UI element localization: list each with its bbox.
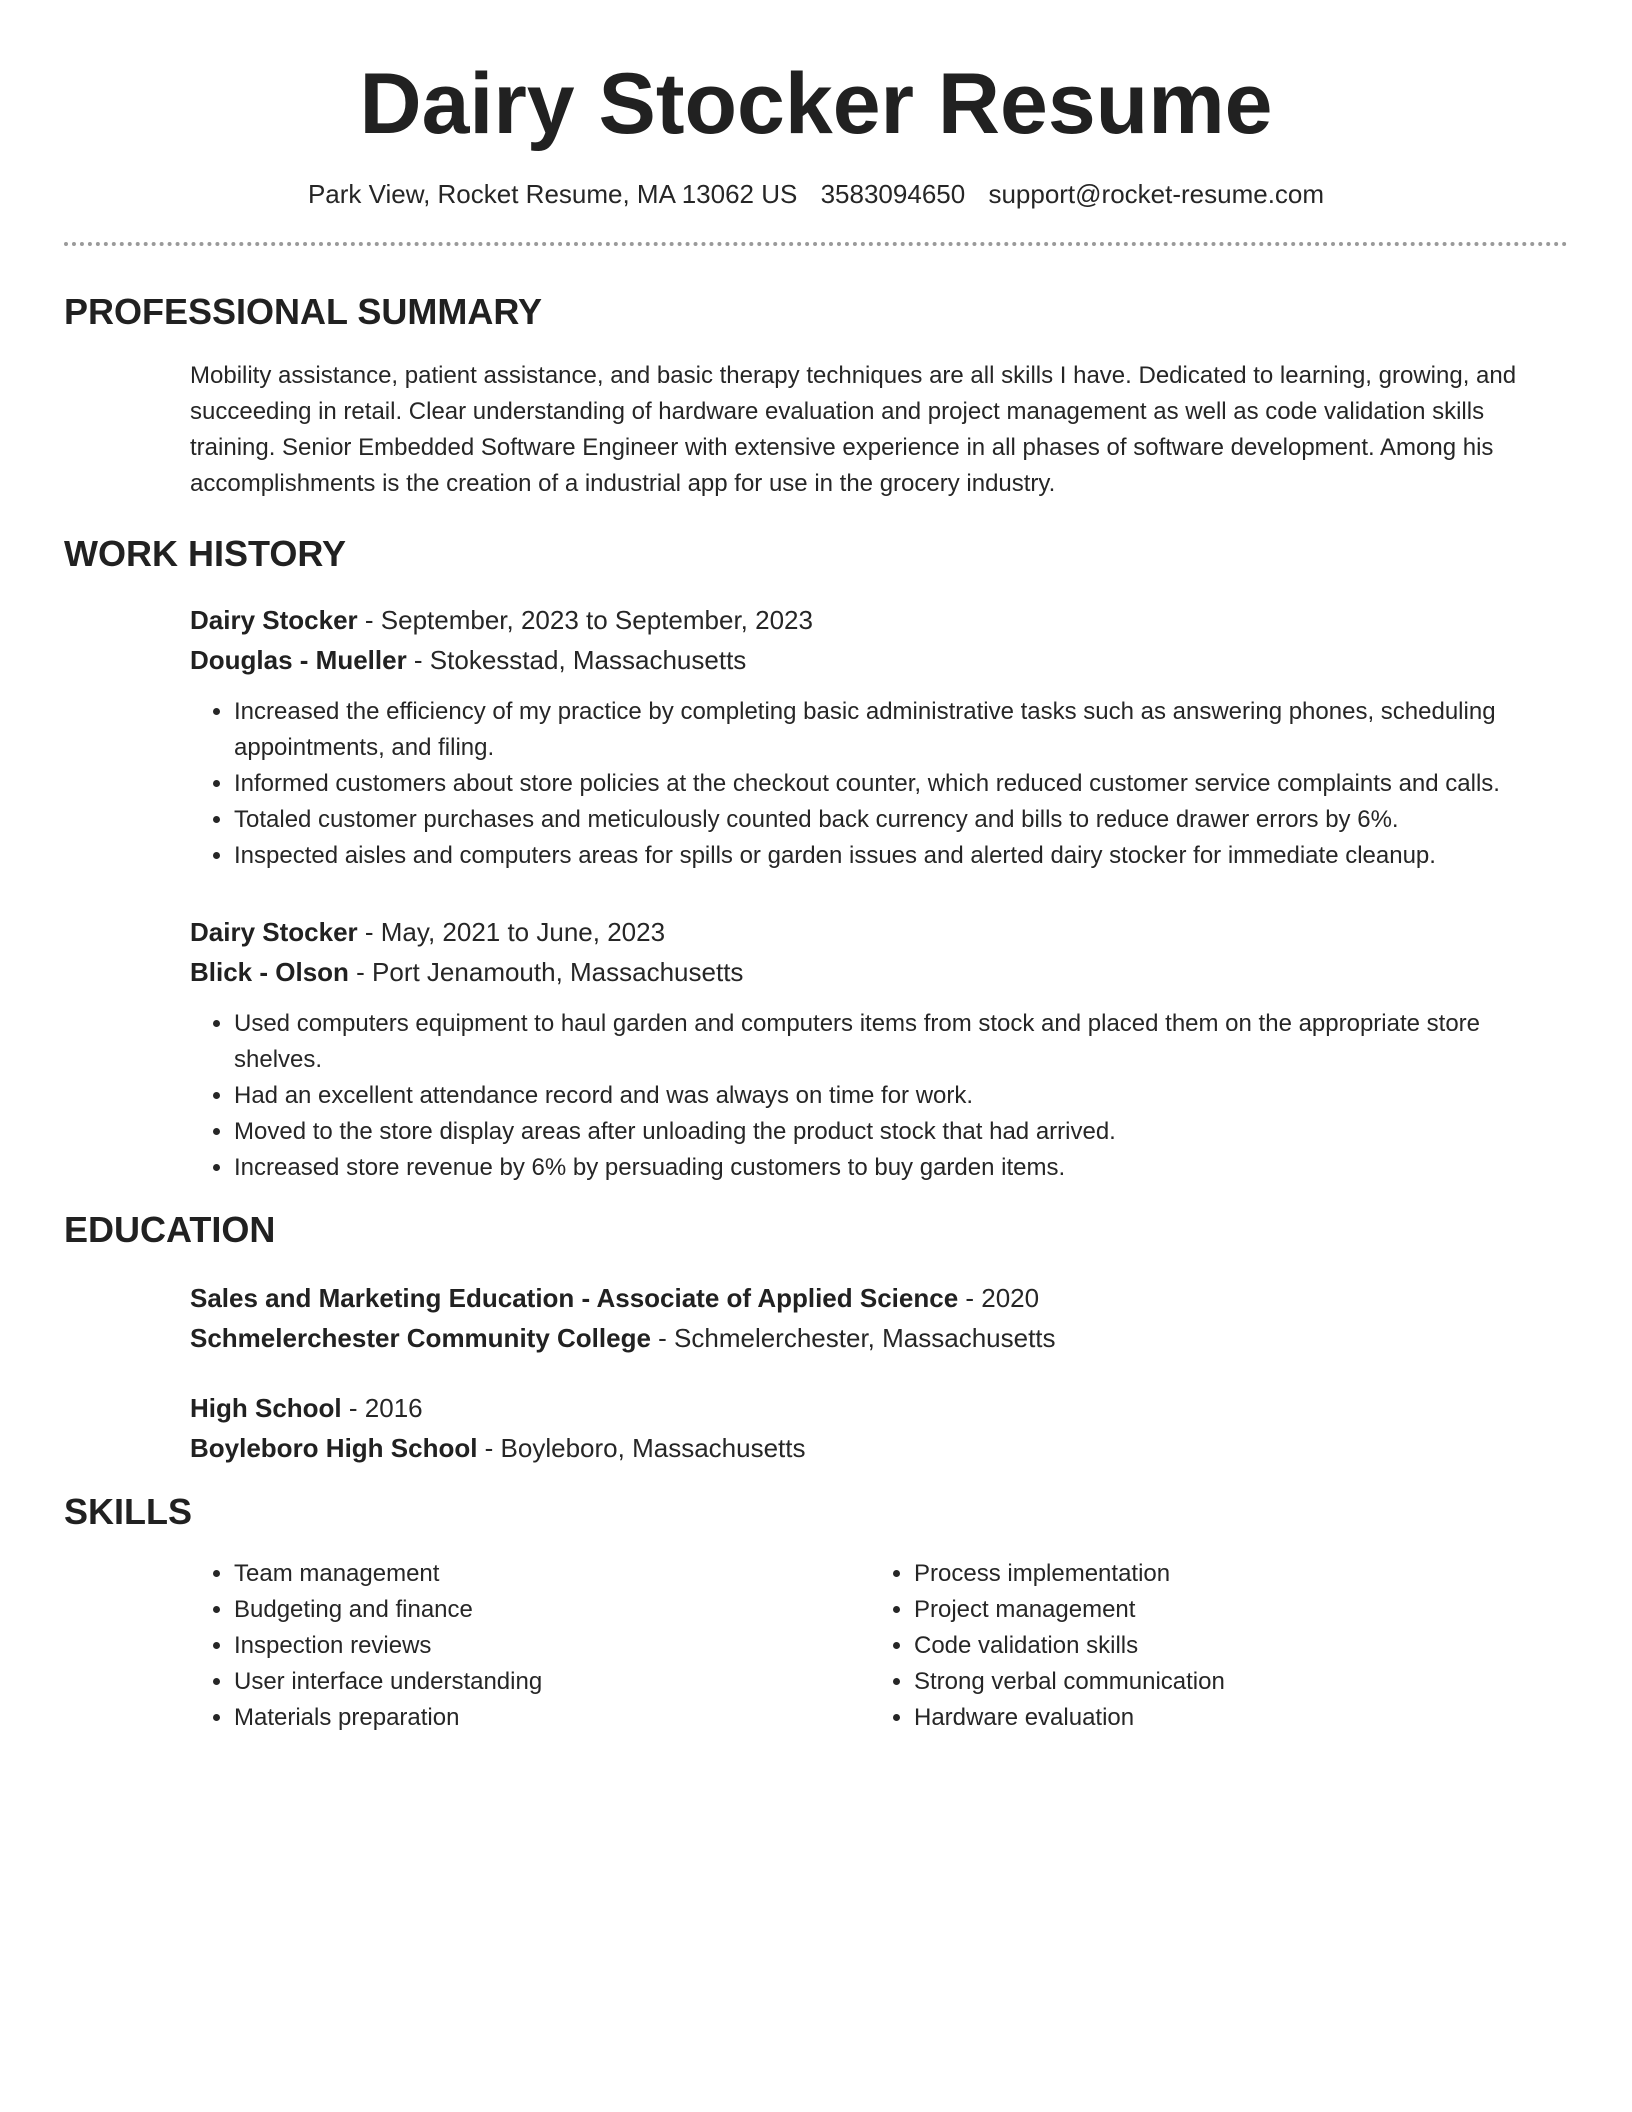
education-school: Boyleboro High School — [190, 1433, 478, 1463]
skill-item: • User interface understanding — [234, 1664, 870, 1700]
education-degree-line — [190, 1388, 1568, 1428]
education-degree-line — [190, 1278, 1568, 1318]
contact-line — [64, 178, 1568, 210]
skill-item: • Materials preparation — [234, 1700, 870, 1736]
job-role-line — [190, 912, 1568, 952]
header-divider — [64, 242, 1568, 246]
skills-column-right — [870, 1556, 1550, 1736]
education-degree: Sales and Marketing Education - Associate of Applied Science — [190, 1283, 959, 1313]
education-year: - 2016 — [341, 1393, 423, 1423]
job-company: Blick - Olson — [190, 957, 349, 987]
job-dates: - May, 2021 to June, 2023 — [357, 917, 666, 947]
job-bullet: • Informed customers about store policies at the checkout counter, which reduced customer service complaints and calls. — [234, 766, 1568, 802]
job-entry — [64, 912, 1568, 1186]
job-bullet: • Inspected aisles and computers areas for spills or garden issues and alerted dairy stocker for immediate cleanup. — [234, 838, 1568, 874]
job-role: Dairy Stocker — [190, 605, 358, 635]
job-role-line — [190, 600, 1568, 640]
skill-item: • Inspection reviews — [234, 1628, 870, 1664]
skill-item: • Hardware evaluation — [914, 1700, 1550, 1736]
job-bullet: • Increased the efficiency of my practice by completing basic administrative tasks such as answering phones, scheduling appointments, and filing. — [234, 694, 1568, 766]
job-bullets — [190, 694, 1568, 874]
skill-item: • Strong verbal communication — [914, 1664, 1550, 1700]
section-title-education: EDUCATION — [64, 1209, 276, 1250]
job-company-line — [190, 952, 1568, 992]
skill-item: • Team management — [234, 1556, 870, 1592]
section-title-skills: SKILLS — [64, 1491, 193, 1532]
skill-item: • Process implementation — [914, 1556, 1550, 1592]
contact-email: support@rocket-resume.com — [988, 179, 1325, 209]
job-location: - Port Jenamouth, Massachusetts — [348, 957, 744, 987]
education-school-line — [190, 1318, 1568, 1358]
job-company-line — [190, 640, 1568, 680]
contact-phone: 3583094650 — [820, 179, 966, 209]
skill-item: • Project management — [914, 1592, 1550, 1628]
summary-text: Mobility assistance, patient assistance, and basic therapy techniques are all skills I have. Dedicated to learning, growing, and succeeding in retail. Clear understanding of hardware evaluation and project management as well as code validation skills training. Senior Embedded Software Engineer with extensive experience in all phases of software development. Among his accomplishments is the creation of a industrial app for use in the grocery industry. — [190, 362, 1517, 497]
job-entry — [64, 600, 1568, 874]
job-company: Douglas - Mueller — [190, 645, 407, 675]
skills-grid — [190, 1556, 1568, 1736]
education-entry — [64, 1388, 1568, 1468]
resume-title: Dairy Stocker Resume — [359, 56, 1273, 152]
skills-column-left — [190, 1556, 870, 1736]
job-role: Dairy Stocker — [190, 917, 358, 947]
job-bullet: • Increased store revenue by 6% by persuading customers to buy garden items. — [234, 1150, 1568, 1186]
education-school-line — [190, 1428, 1568, 1468]
job-bullet: • Used computers equipment to haul garden and computers items from stock and placed them on the appropriate store shelves. — [234, 1006, 1568, 1078]
job-bullet: • Had an excellent attendance record and was always on time for work. — [234, 1078, 1568, 1114]
education-location: - Boyleboro, Massachusetts — [477, 1433, 806, 1463]
education-school: Schmelerchester Community College — [190, 1323, 651, 1353]
section-title-summary: PROFESSIONAL SUMMARY — [64, 291, 543, 332]
education-entry — [64, 1278, 1568, 1358]
job-bullets — [190, 1006, 1568, 1186]
education-year: - 2020 — [958, 1283, 1040, 1313]
job-location: - Stokesstad, Massachusetts — [406, 645, 747, 675]
education-location: - Schmelerchester, Massachusetts — [650, 1323, 1056, 1353]
contact-address: Park View, Rocket Resume, MA 13062 US — [307, 179, 798, 209]
skill-item: • Code validation skills — [914, 1628, 1550, 1664]
job-bullet: • Totaled customer purchases and meticulously counted back currency and bills to reduce drawer errors by 6%. — [234, 802, 1568, 838]
education-degree: High School — [190, 1393, 342, 1423]
job-dates: - September, 2023 to September, 2023 — [357, 605, 813, 635]
skill-item: • Budgeting and finance — [234, 1592, 870, 1628]
job-bullet: • Moved to the store display areas after unloading the product stock that had arrived. — [234, 1114, 1568, 1150]
section-title-work-history: WORK HISTORY — [64, 533, 347, 574]
